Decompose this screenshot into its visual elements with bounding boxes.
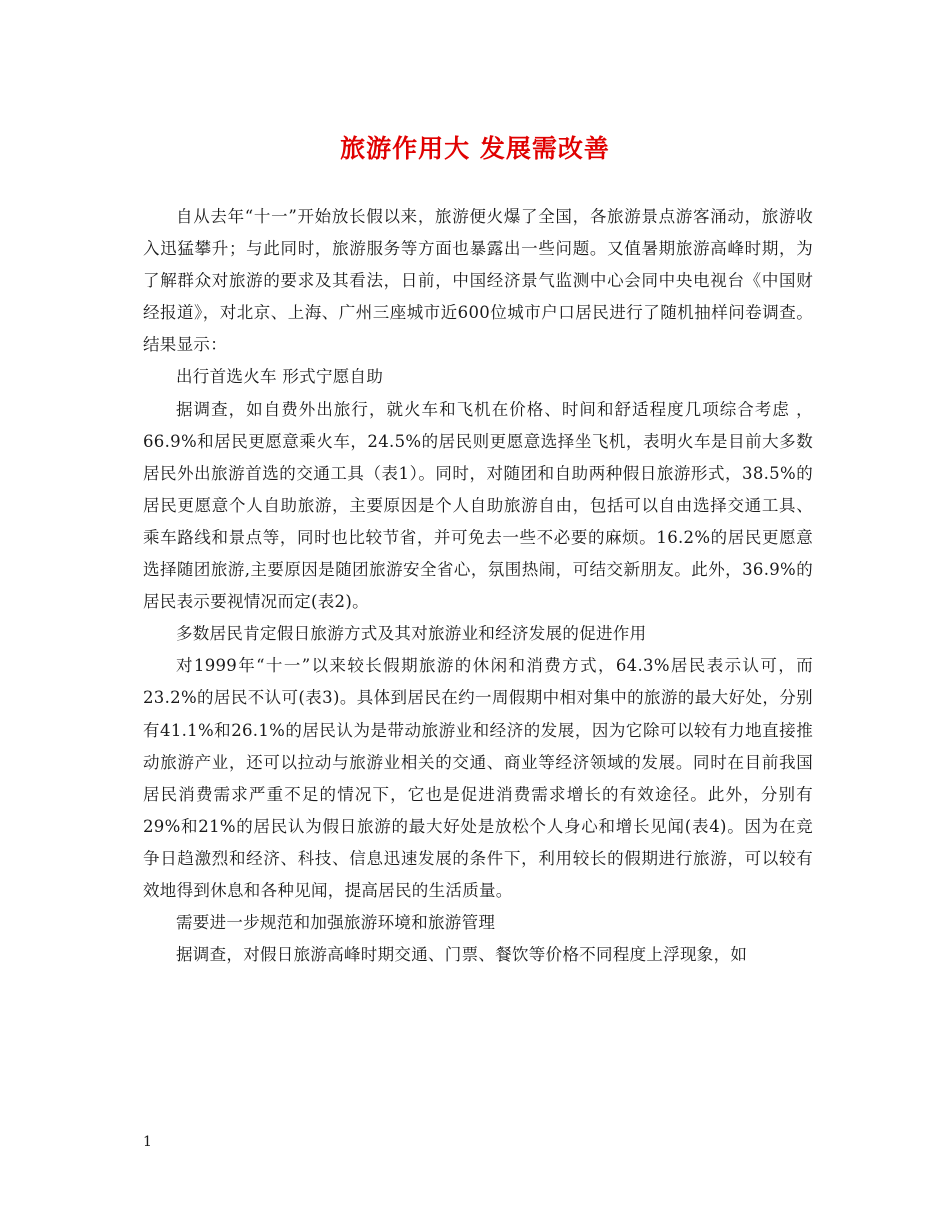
page-number: 1: [143, 1134, 152, 1150]
transport-paragraph: 据调查，如自费外出旅行，就火车和飞机在价格、时间和舒适程度几项综合考虑 ，66.9%和居民更愿意乘火车，24.5%的居民则更愿意选择坐飞机，表明火车是目前大多数居民外出旅游首选的交通工具（表1）。同时，对随团和自助两种假日旅游形式，38.5%的居民更愿意个人自助旅游，主要原因是个人自助旅游自由，包括可以自由选择交通工具、乘车路线和景点等，同时也比较节省，并可免去一些不必要的麻烦。16.2%的居民更愿意选择随团旅游,主要原因是随团旅游安全省心，氛围热闹，可结交新朋友。此外，36.9%的居民表示要视情况而定(表2)。: [143, 399, 813, 612]
section-heading-transport: 出行首选火车 形式宁愿自助: [176, 367, 384, 387]
document-title: 旅游作用大 发展需改善: [340, 134, 610, 163]
affirmation-paragraph: 对1999年“十一”以来较长假期旅游的休闲和消费方式，64.3%居民表示认可，而23.2%的居民不认可(表3)。具体到居民在约一周假期中相对集中的旅游的最大好处，分别有41.1%和26.1%的居民认为是带动旅游业和经济的发展，因为它除可以较有力地直接推动旅游产业，还可以拉动与旅游业相关的交通、商业等经济领域的发展。同时在目前我国居民消费需求严重不足的情况下，它也是促进消费需求增长的有效途径。此外，分别有29%和21%的居民认为假日旅游的最大好处是放松个人身心和增长见闻(表4)。因为在竞争日趋激烈和经济、科技、信息迅速发展的条件下，利用较长的假期进行旅游，可以较有效地得到休息和各种见闻，提高居民的生活质量。: [143, 656, 813, 900]
section-heading-management: 需要进一步规范和加强旅游环境和旅游管理: [176, 913, 496, 933]
document-body: [143, 201, 813, 971]
management-paragraph: 据调查，对假日旅游高峰时期交通、门票、餐饮等价格不同程度上浮现象，如: [176, 945, 748, 965]
section-heading-affirmation: 多数居民肯定假日旅游方式及其对旅游业和经济发展的促进作用: [176, 624, 647, 644]
intro-paragraph: 自从去年“十一”开始放长假以来，旅游便火爆了全国，各旅游景点游客涌动，旅游收入迅猛攀升；与此同时，旅游服务等方面也暴露出一些问题。又值暑期旅游高峰时期，为了解群众对旅游的要求及其看法，日前，中国经济景气监测中心会同中央电视台《中国财经报道》，对北京、上海、广州三座城市近600位城市户口居民进行了随机抽样问卷调查。结果显示：: [143, 207, 813, 355]
